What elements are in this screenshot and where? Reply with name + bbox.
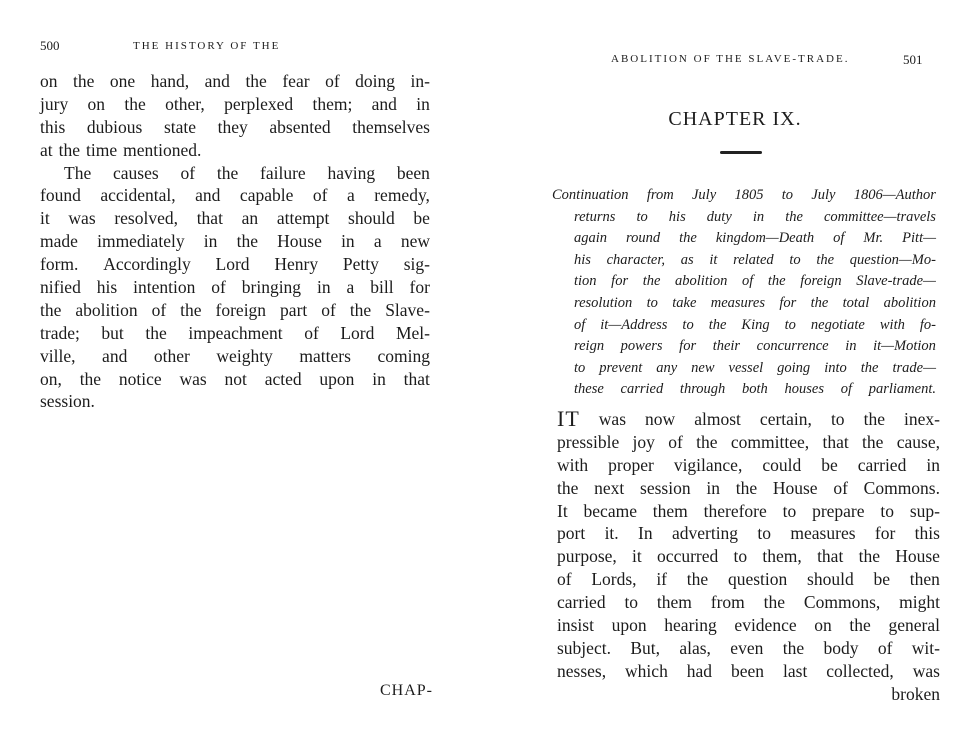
chapter-ornament-rule (720, 151, 762, 154)
text-line: form. Accordingly Lord Henry Petty sig- (40, 254, 430, 275)
right-page (490, 0, 980, 738)
text-line: found accidental, and capable of a remedy, (40, 185, 430, 206)
text-line: this dubious state they absented themselves (40, 116, 430, 137)
synopsis-line: these carried through both houses of parliament. (574, 381, 936, 398)
text-line: ville, and other weighty matters coming (40, 345, 430, 366)
text-line: The causes of the failure having been (64, 162, 430, 183)
synopsis-line: resolution to take measures for the total abolition (574, 294, 936, 311)
synopsis-line: again round the kingdom—Death of Mr. Pitt— (574, 230, 936, 247)
synopsis-line: of it—Address to the King to negotiate with fo- (574, 316, 936, 333)
right-running-head: ABOLITION OF THE SLAVE-TRADE. (611, 53, 850, 65)
text-line: with proper vigilance, could be carried in (557, 454, 940, 475)
text-line: of Lords, if the question should be then (557, 569, 940, 590)
synopsis-line: his character, as it related to the question—Mo- (574, 251, 936, 268)
left-body-text (40, 70, 430, 413)
text-line: the next session in the House of Commons. (557, 477, 940, 498)
text-line: the abolition of the foreign part of the Slave- (40, 299, 430, 320)
text-line: session. (40, 391, 95, 412)
text-line: carried to them from the Commons, might (557, 592, 940, 613)
text-line: nified his intention of bringing in a bill for (40, 277, 430, 298)
text-line: at the time mentioned. (40, 139, 202, 160)
right-body-text (557, 408, 940, 706)
text-line: it was resolved, that an attempt should be (40, 208, 430, 229)
text-line: jury on the other, perplexed them; and in (40, 93, 430, 114)
synopsis-line: returns to his duty in the committee—travels (574, 208, 936, 225)
left-page-number: 500 (40, 38, 60, 53)
chapter-synopsis (552, 185, 936, 401)
left-running-head: THE HISTORY OF THE (133, 40, 281, 52)
text-line: port it. In adverting to measures for this (557, 523, 940, 544)
text-line: on, the notice was not acted upon in that (40, 368, 430, 389)
text-line: insist upon hearing evidence on the general (557, 615, 940, 636)
text-line: broken (891, 683, 940, 704)
text-line: on the one hand, and the fear of doing in- (40, 71, 430, 91)
text-line: subject. But, alas, even the body of wit- (557, 637, 940, 658)
left-catchword: CHAP- (380, 682, 434, 699)
text-line: trade; but the impeachment of Lord Mel- (40, 322, 430, 343)
synopsis-line: reign powers for their concurrence in it—Motion (574, 338, 936, 355)
text-line: made immediately in the House in a new (40, 231, 430, 252)
synopsis-line: Continuation from July 1805 to July 1806—Author (552, 187, 936, 203)
text-line: It became them therefore to prepare to sup- (557, 500, 940, 521)
synopsis-line: to prevent any new vessel going into the trade— (574, 359, 936, 376)
chapter-title: CHAPTER IX. (668, 108, 802, 130)
text-line: nesses, which had been last collected, was (557, 660, 940, 681)
right-page-number: 501 (903, 52, 923, 67)
synopsis-line: tion for the abolition of the foreign Slave-trade— (574, 273, 936, 290)
text-line: IT was now almost certain, to the inex- (557, 406, 940, 431)
text-line: pressible joy of the committee, that the cause, (557, 431, 940, 452)
text-line: purpose, it occurred to them, that the House (557, 546, 940, 567)
